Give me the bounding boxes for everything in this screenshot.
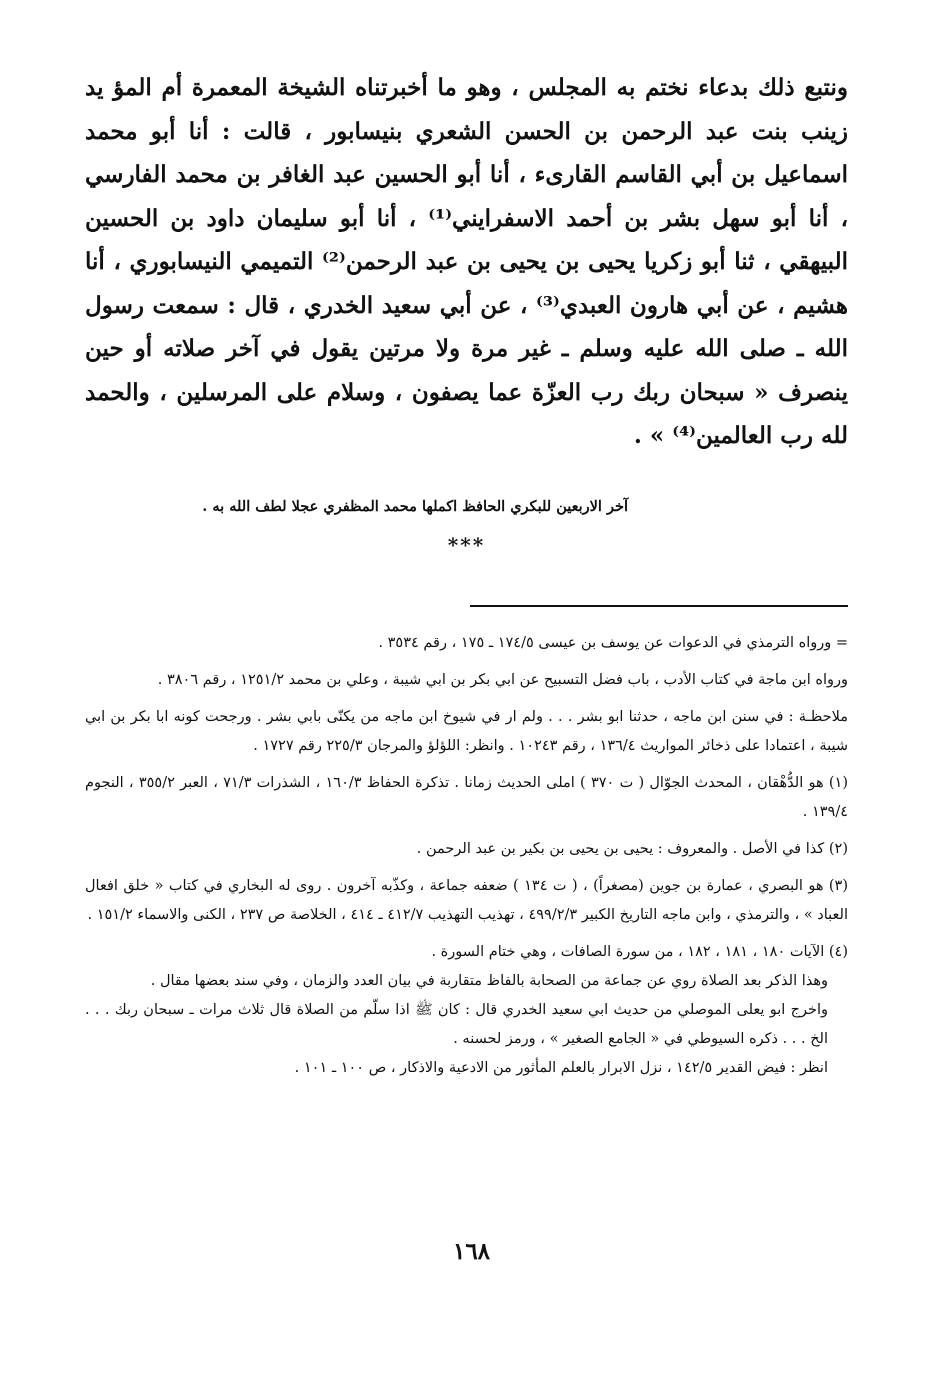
footnotes <box>85 629 848 1083</box>
colophon: آخر الاربعين للبكري الحافظ اكملها محمد المظفري عجلا لطف الله به . <box>202 497 628 515</box>
footnote-continuation-2: ورواه ابن ماجة في كتاب الأدب ، باب فضل التسبيح عن ابي بكر بن ابي شيبة ، وعلي بن محمد ١٢٥١/٢ ، رقم ٣٨٠٦ . <box>157 671 848 688</box>
footnote-4-paragraph-a: وهذا الذكر بعد الصلاة روي عن جماعة من الصحابة بالفاظ متقاربة في بيان العدد والزمان ، وفي سند بعضها مقال . <box>150 972 828 989</box>
footnote-4-paragraph-c: انظر : فيض القدير ١٤٢/٥ ، نزل الابرار بالعلم المأثور من الادعية والاذكار ، ص ١٠٠ ـ ١٠١ . <box>294 1059 828 1076</box>
main-text: ونتبع ذلك بدعاء نختم به المجلس ، وهو ما أخبرتناه الشيخة المعمرة أم المؤ يد زينب بنت عبد الرحمن بن الحسن الشعري بنيسابور ، قالت : أنا أبو محمد اسماعيل بن أبي القاسم القارىء ، أنا أبو الحسين عبد الغافر بن محمد الفارسي ، أنا أبو سهل بشر بن أحمد الاسفرايني⁽¹⁾ ، أنا أبو سليمان داود بن الحسين البيهقي ، ثنا أبو زكريا يحيى بن يحيى بن عبد الرحمن⁽²⁾ التميمي النيسابوري ، أنا هشيم ، عن أبي هارون العبدي⁽³⁾ ، عن أبي سعيد الخدري ، قال : سمعت رسول الله ـ صلى الله عليه وسلم ـ غير مرة ولا مرتين يقول في آخر صلاته أو حين ينصرف « سبحان ربك رب العزّة عما يصفون ، وسلام على المرسلين ، والحمد لله رب العالمين⁽⁴⁾ » . <box>85 74 848 449</box>
footnote-4: (٤) الآيات ١٨٠ ، ١٨١ ، ١٨٢ ، من سورة الصافات ، وهي ختام السورة . <box>431 943 848 960</box>
section-separator: *** <box>447 532 486 557</box>
page-number: ١٦٨ <box>452 1238 491 1265</box>
footnote-1: (١) هو الدُّهْقان ، المحدث الجوّال ( ت ٣٧٠ ) املى الحديث زمانا . تذكرة الحفاظ ١٦٠/٣ ، الشذرات ٧١/٣ ، العبر ٣٥٥/٢ ، النجوم ١٣٩/٤ . <box>85 774 848 820</box>
footnote-3: (٣) هو البصري ، عمارة بن جوين (مصغراً) ، ( ت ١٣٤ ) ضعفه جماعة ، وكذّبه آخرون . روى له البخاري في كتاب « خلق افعال العباد » ، والترمذي ، وابن ماجه التاريخ الكبير ٤٩٩/٢/٣ ، تهذيب التهذيب ٤١٢/٧ ـ ٤١٤ ، الخلاصة ص ٢٣٧ ، الكنى والاسماء ١٥١/٢ . <box>85 877 849 923</box>
footnote-continuation-3: ملاحظـة : في سنن ابن ماجه ، حدثنا ابو بشر . . . ولم ار في شيوخ ابن ماجه من يكنّى بابي بشر . ورجحت كونه ابا بكر بن ابي شيبة ، اعتمادا على ذخائر المواريث ١٣٦/٤ ، رقم ١٠٢٤٣ . وانظر: اللؤلؤ والمرجان ٢٢٥/٣ رقم ١٧٢٧ . <box>85 708 848 754</box>
footnote-4-paragraph-b: واخرج ابو يعلى الموصلي من حديث ابي سعيد الخدري قال : كان ﷺ اذا سلّم من الصلاة قال ثلاث مرات ـ سبحان ربك . . . الخ . . . ذكره السيوطي في « الجامع الصغير » ، ورمز لحسنه . <box>85 1001 828 1047</box>
footnote-2: (٢) كذا في الأصل . والمعروف : يحيى بن يحيى بن بكير بن عبد الرحمن . <box>416 840 848 857</box>
footnote-continuation-1: = ورواه الترمذي في الدعوات عن يوسف بن عيسى ١٧٤/٥ ـ ١٧٥ ، رقم ٣٥٣٤ . <box>378 634 848 651</box>
footnote-divider <box>470 605 848 607</box>
